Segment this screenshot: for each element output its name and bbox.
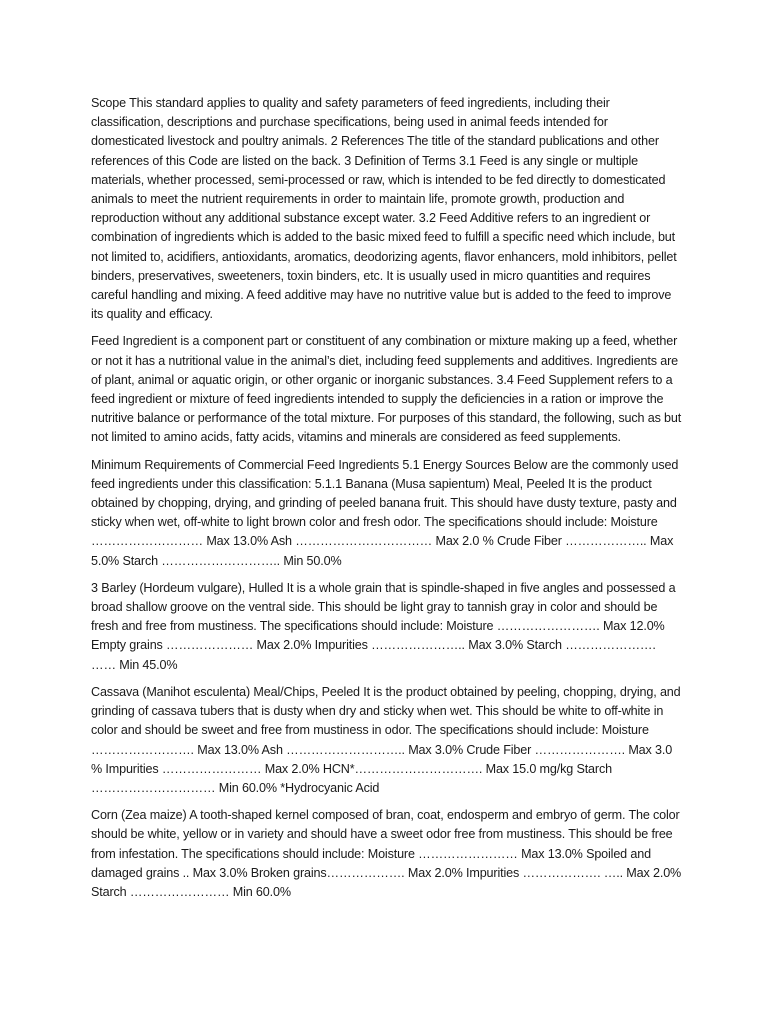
paragraph-corn: Corn (Zea maize) A tooth-shaped kernel composed of bran, coat, endosperm and embryo of germ. The color should be white, yellow or in variety and should have a sweet odor free from mustiness. This should be free from infestation. The specifications should include: Moisture …………………… Max 13.0% Spoiled and damaged grains .. Max 3.0% Broken grains………………. Max 2.0% Impurities ………………. ….. Max 2.0% Starch …………………… Min 60.0% [91, 808, 682, 899]
paragraph-feed-ingredient-definition: Feed Ingredient is a component part or constituent of any combination or mixture making up a feed, whether or not it has a nutritional value in the animal’s diet, including feed supplements and additives. Ingredients are of plant, animal or aquatic origin, or other organic or inorganic substances. 3.4 Feed Supplement refers to a feed ingredient or mixture of feed ingredients intended to supply the deficiencies in a ration or improve the nutritive balance or performance of the total mixture. For purposes of this standard, the following, such as but not limited to amino acids, fatty acids, vitamins and minerals are considered as feed supplements. [91, 334, 682, 445]
paragraph-scope-and-definitions: Scope This standard applies to quality and safety parameters of feed ingredients, including their classification, descriptions and purchase specifications, being used in animal feeds intended for domesticated livestock and poultry animals. 2 References The title of the standard publications and other references of this Code are listed on the back. 3 Definition of Terms 3.1 Feed is any single or multiple materials, whether processed, semi-processed or raw, which is intended to be fed directly to domesticated animals to meet the nutrient requirements in order to maintain life, promote growth, production and reproduction without any additional substance except water. 3.2 Feed Additive refers to an ingredient or combination of ingredients which is added to the basic mixed feed to fulfill a specific need which include, but not limited to, acidifiers, antioxidants, aromatics, deodorizing agents, flavor enhancers, mold inhibitors, pellet binders, preservatives, sweeteners, toxin binders, etc. It is usually used in micro quantities and requires careful handling and mixing. A feed additive may have no nutritive value but is added to the feed to improve its quality and efficacy. [91, 96, 677, 322]
document-page [91, 94, 683, 910]
paragraph-cassava: Cassava (Manihot esculenta) Meal/Chips, Peeled It is the product obtained by peeling, chopping, drying, and grinding of cassava tubers that is dusty when dry and sticky when wet. This should be white to off-white in color and should be sweet and free from mustiness in odor. The specifications should include: Moisture ……………………. Max 13.0% Ash ……………………….. Max 3.0% Crude Fiber …………………. Max 3.0 % Impurities …………………… Max 2.0% HCN*…………………………. Max 15.0 mg/kg Starch ………………………… Min 60.0% *Hydrocyanic Acid [91, 684, 681, 795]
paragraph-barley: 3 Barley (Hordeum vulgare), Hulled It is a whole grain that is spindle-shaped in five angles and possessed a broad shallow groove on the ventral side. This should be light gray to tannish gray in color and should be fresh and free from mustiness. The specifications should include: Moisture ……………………. Max 12.0% Empty grains ………………… Max 2.0% Impurities ………………….. Max 3.0% Starch …………………. …… Min 45.0% [91, 580, 676, 672]
paragraph-banana-meal: Minimum Requirements of Commercial Feed Ingredients 5.1 Energy Sources Below are the commonly used feed ingredients under this classification: 5.1.1 Banana (Musa sapientum) Meal, Peeled It is the product obtained by chopping, drying, and grinding of peeled banana fruit. This should have dusty texture, pasty and sticky when wet, off-white to light brown color and fresh odor. The specifications should include: Moisture ……………………… Max 13.0% Ash …………………………… Max 2.0 % Crude Fiber ……………….. Max 5.0% Starch ……………………….. Min 50.0% [91, 457, 679, 568]
